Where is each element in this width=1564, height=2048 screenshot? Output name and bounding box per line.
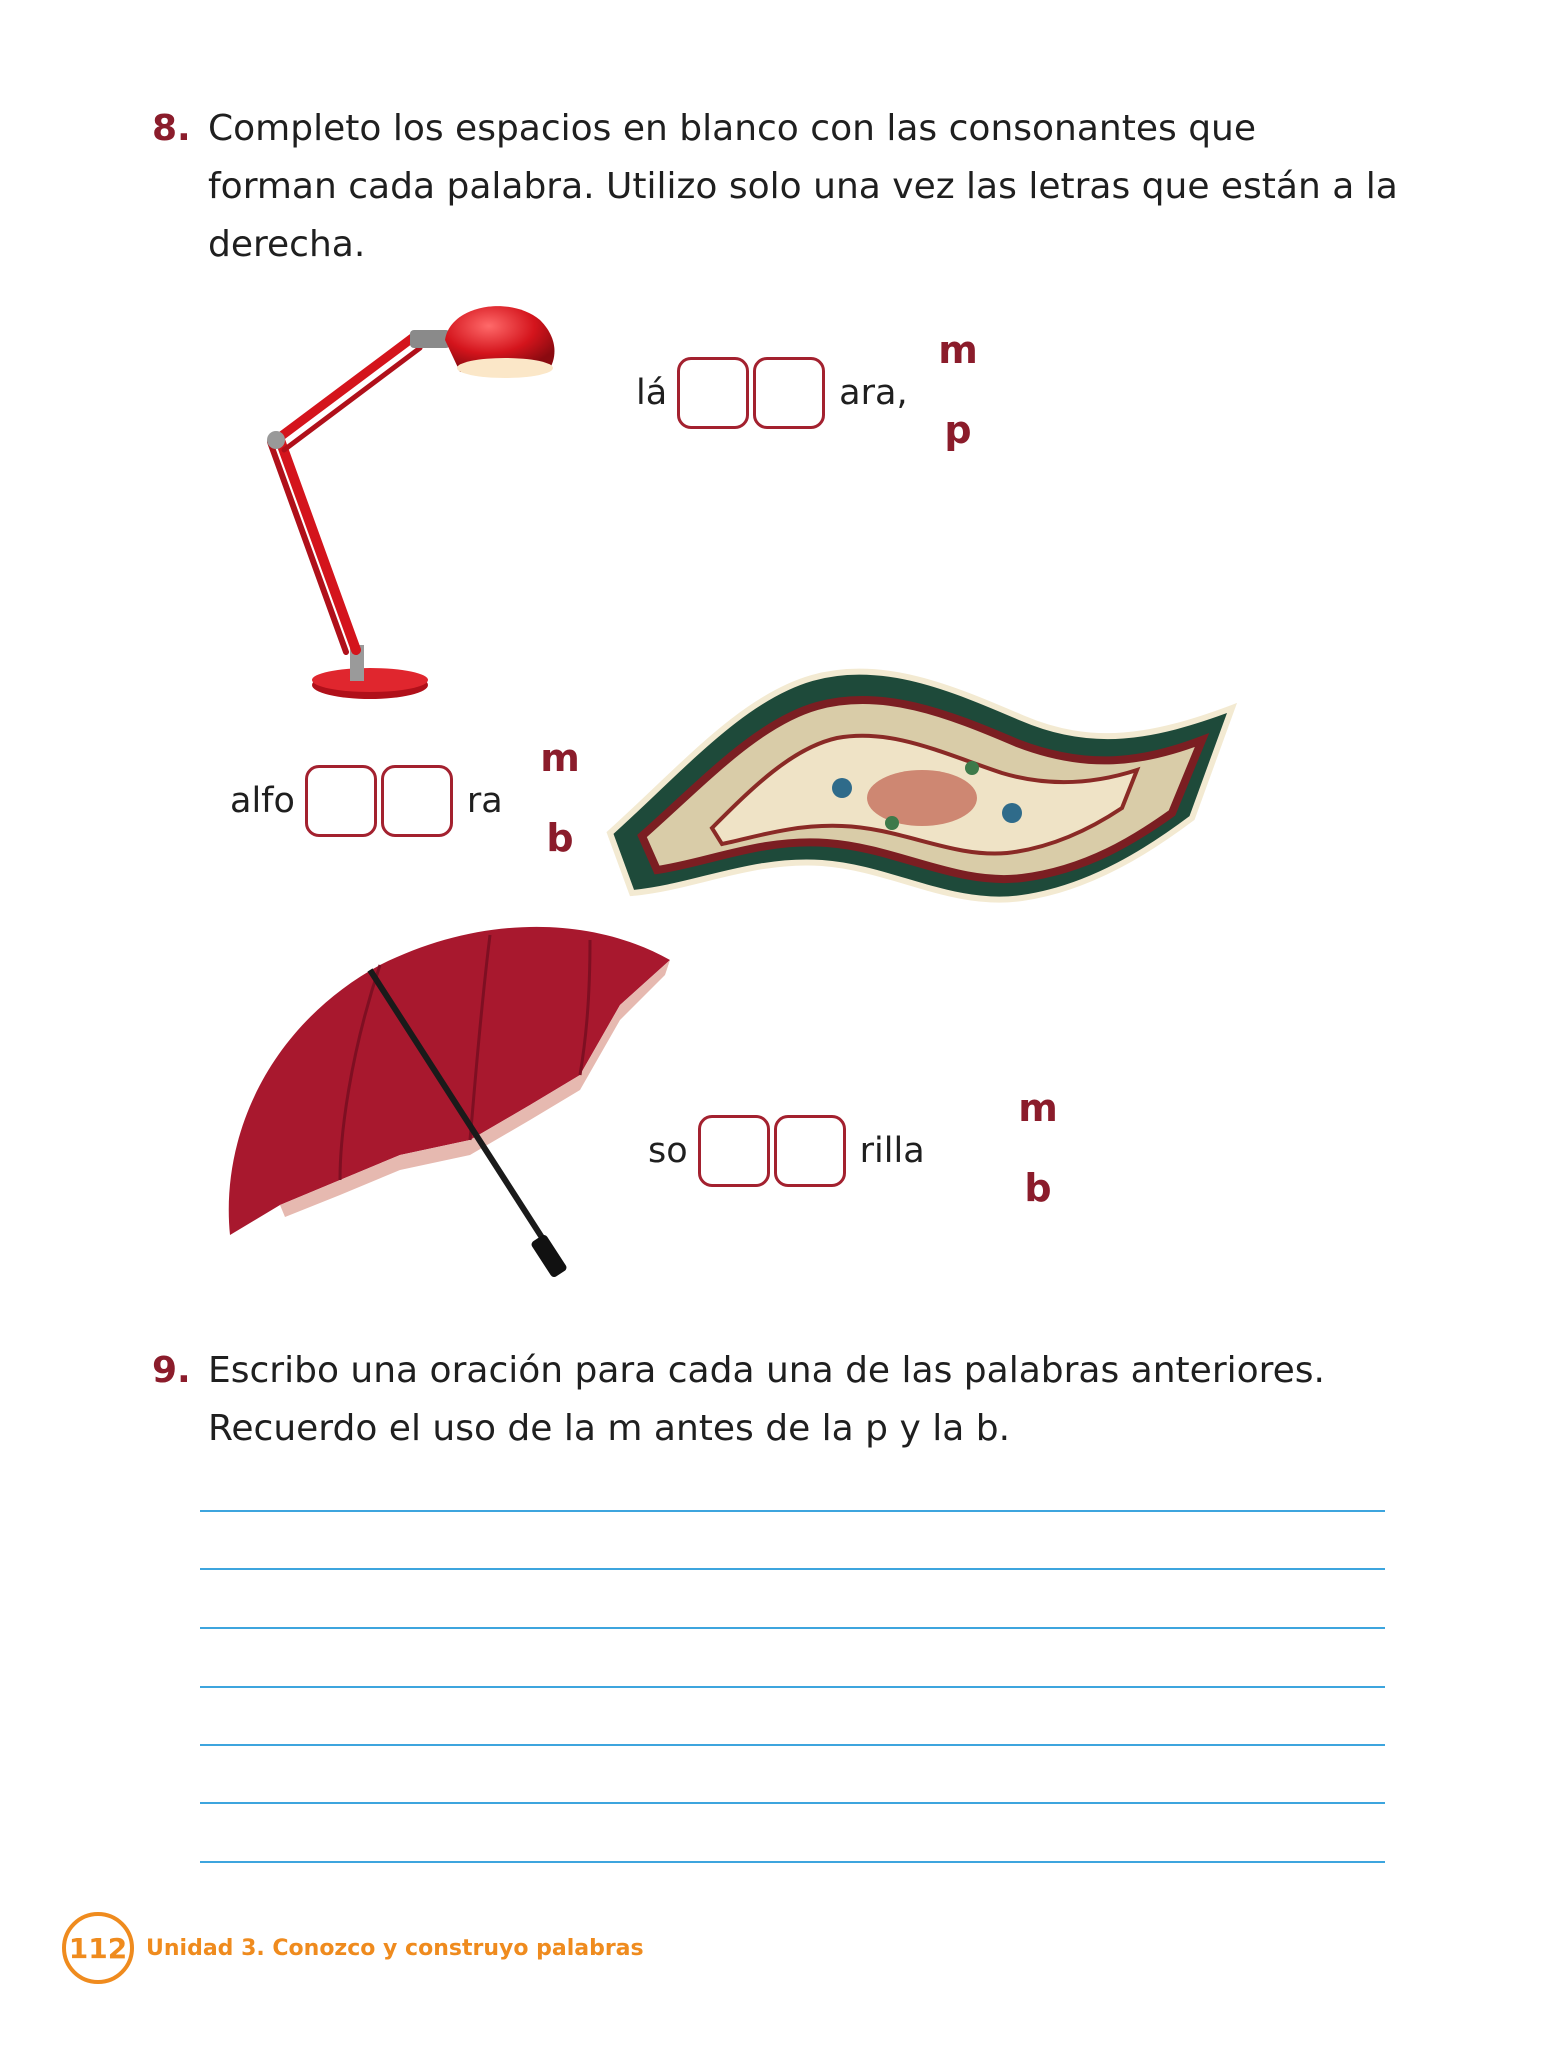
letter-option: m — [1018, 1086, 1058, 1130]
word-alfombra-suffix: ra — [466, 781, 503, 821]
letter-option: b — [1024, 1166, 1052, 1210]
blank-box-alfombra-2[interactable] — [381, 765, 453, 837]
word-lampara — [636, 357, 908, 429]
question-9-line-2: Recuerdo el uso de la m antes de la p y la b. — [208, 1408, 1011, 1449]
word-alfombra-prefix: alfo — [230, 781, 295, 821]
page-footer — [62, 1912, 644, 1984]
letters-alfombra — [530, 718, 590, 878]
question-9 — [152, 1342, 1326, 1458]
letters-lampara — [928, 310, 988, 470]
blank-box-lampara-2[interactable] — [753, 357, 825, 429]
writing-line[interactable] — [200, 1744, 1385, 1746]
blank-box-lampara-1[interactable] — [677, 357, 749, 429]
question-8-number: 8. — [152, 108, 191, 149]
unit-title: Unidad 3. Conozco y construyo palabras — [146, 1935, 644, 1961]
letter-option: m — [938, 328, 978, 372]
word-alfombra — [230, 765, 503, 837]
page-number: 112 — [62, 1912, 134, 1984]
writing-line[interactable] — [200, 1568, 1385, 1570]
blank-box-sombrilla-1[interactable] — [698, 1115, 770, 1187]
umbrella-image — [190, 905, 700, 1285]
word-sombrilla — [648, 1115, 925, 1187]
letter-option: b — [546, 816, 574, 860]
question-9-line-1: Escribo una oración para cada una de las palabras anteriores. — [208, 1350, 1326, 1391]
rug-image — [592, 648, 1262, 928]
letter-option: p — [944, 408, 972, 452]
word-lampara-prefix: lá — [636, 373, 668, 413]
question-9-number: 9. — [152, 1350, 191, 1391]
writing-line[interactable] — [200, 1861, 1385, 1863]
word-sombrilla-prefix: so — [648, 1131, 688, 1171]
word-sombrilla-suffix: rilla — [859, 1131, 925, 1171]
question-8 — [152, 100, 1398, 274]
letter-option: m — [540, 736, 580, 780]
question-8-line-3: derecha. — [208, 224, 366, 265]
question-8-line-1: Completo los espacios en blanco con las consonantes que — [208, 108, 1257, 149]
question-8-line-2: forman cada palabra. Utilizo solo una vez las letras que están a la — [208, 166, 1398, 207]
writing-line[interactable] — [200, 1627, 1385, 1629]
letters-sombrilla — [1008, 1068, 1068, 1228]
blank-box-alfombra-1[interactable] — [305, 765, 377, 837]
writing-line[interactable] — [200, 1686, 1385, 1688]
lamp-image — [250, 300, 610, 710]
writing-line[interactable] — [200, 1802, 1385, 1804]
word-lampara-suffix: ara, — [839, 373, 908, 413]
blank-box-sombrilla-2[interactable] — [774, 1115, 846, 1187]
writing-line[interactable] — [200, 1510, 1385, 1512]
